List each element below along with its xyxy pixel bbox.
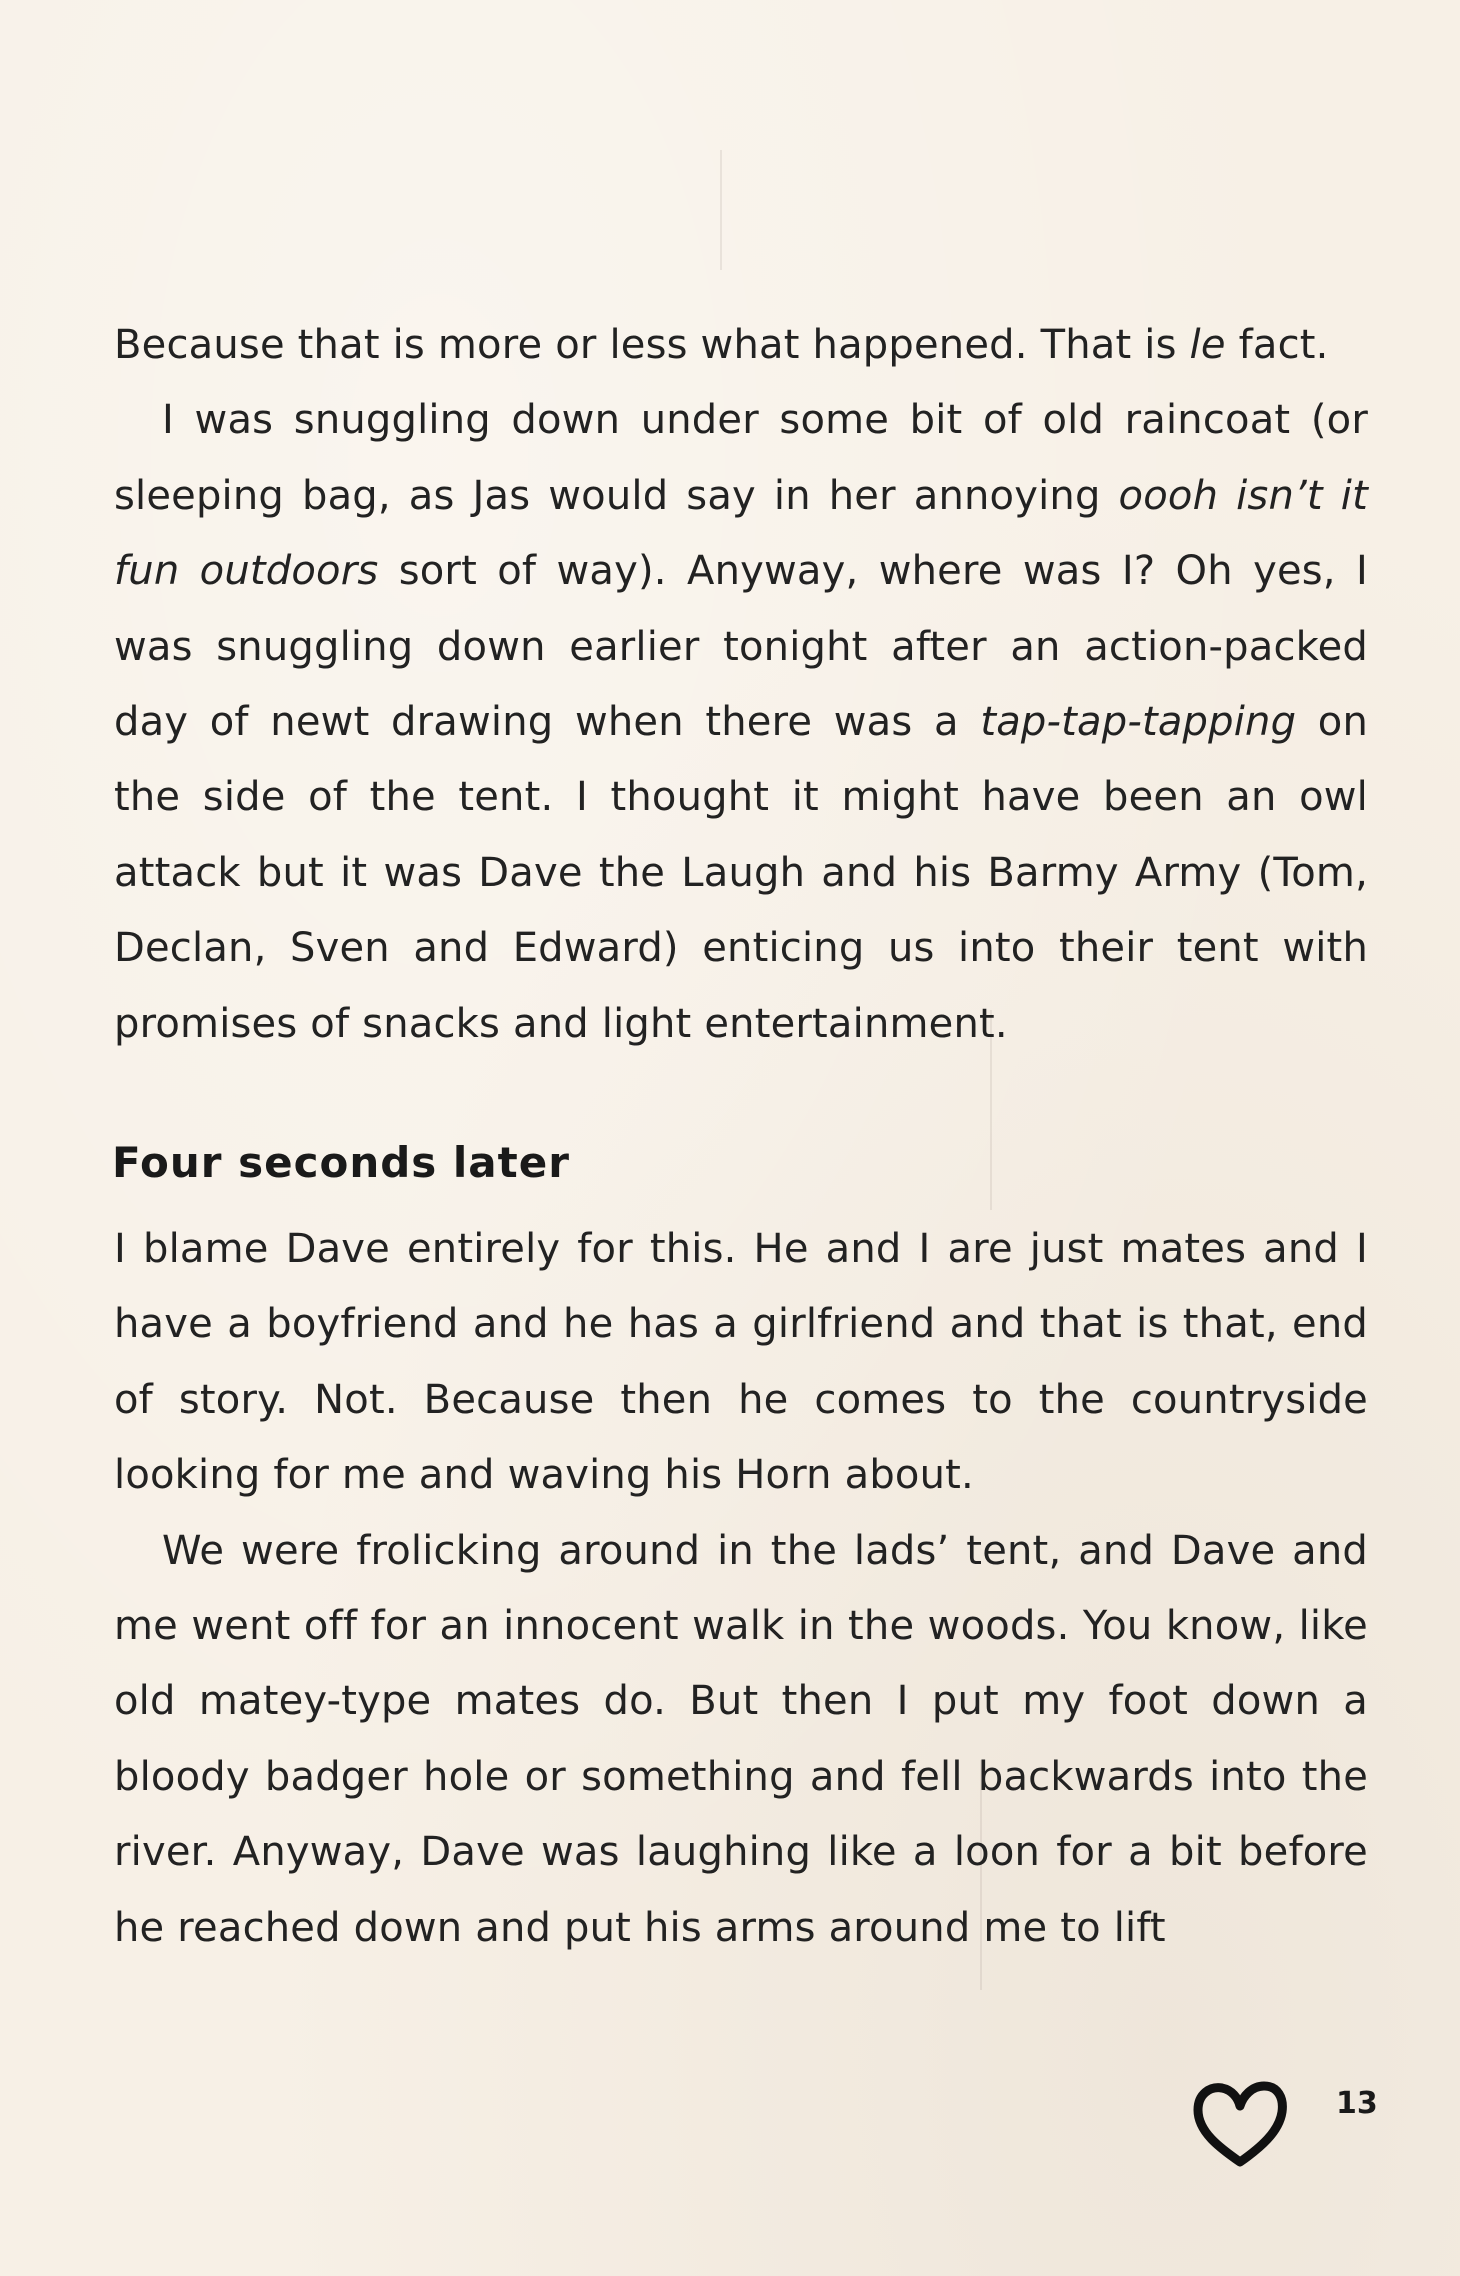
text-run: fact. bbox=[1225, 322, 1329, 368]
paragraph bbox=[114, 383, 1368, 1062]
text-run: I was snuggling down under some bit of old raincoat (or sleeping bag, as Jas would say in her annoying bbox=[114, 397, 1368, 519]
italic-text: le bbox=[1189, 322, 1226, 368]
section-four-seconds-later bbox=[114, 1212, 1368, 1966]
text-run: sort of way). Anyway, where was I? Oh yes, I was snuggling down earlier tonight after an action-packed day of newt drawing when there was a bbox=[114, 548, 1369, 746]
paragraph: We were frolicking around in the lads’ tent, and Dave and me went off for an innocent walk in the woods. You know, like old matey-type mates do. But then I put my foot down a bloody badger hole or something and fell backwards into the river. Anyway, Dave was laughing like a loon for a bit before he reached down and put his arms around me to lift bbox=[114, 1527, 1368, 1951]
paragraph: I blame Dave entirely for this. He and I are just mates and I have a boyfriend and he has a girlfriend and that is that, end of story. Not. Because then he comes to the countryside looking for me and waving his Horn about. bbox=[114, 1226, 1368, 1499]
page-number: 13 bbox=[1336, 2086, 1378, 2121]
paper-texture-line bbox=[720, 150, 722, 270]
italic-text: tap-tap-tapping bbox=[980, 699, 1297, 746]
italic-text: oooh isn’t it fun outdoors bbox=[114, 472, 1368, 595]
paragraph bbox=[114, 308, 1368, 383]
section-heading: Four seconds later bbox=[112, 1138, 570, 1187]
section-opening bbox=[114, 308, 1368, 1062]
text-run: on the side of the tent. I thought it might have been an owl attack but it was Dave the Laugh and his Barmy Army (Tom, Declan, Sven and Edward) enticing us into their tent with promises of snacks and light entertainment. bbox=[114, 699, 1368, 1047]
heart-icon bbox=[1190, 2078, 1290, 2170]
text-run: Because that is more or less what happened. That is bbox=[114, 322, 1190, 368]
